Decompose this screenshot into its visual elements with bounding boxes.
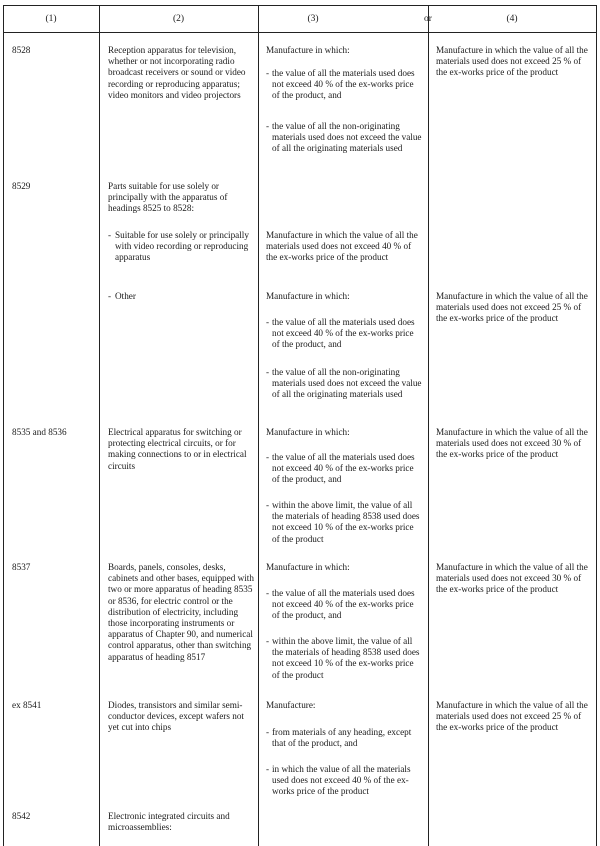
rule-condition: the value of all the materials used does not exceed 40 % of the ex-works price of the product, and — [272, 317, 415, 350]
product-description: Electronic integrated circuits and microassemblies: — [108, 811, 230, 833]
col-divider-1 — [99, 5, 100, 846]
alternative-rule: Manufacture in which the value of all the materials used does not exceed 25 % of the ex-works price of the product — [436, 291, 588, 324]
rule-condition: in which the value of all the materials used does not exceed 40 % of the ex-works price of the product — [272, 764, 411, 797]
product-description: Electrical apparatus for switching or protecting electrical circuits, or for making connections to or in electrical circuits — [108, 427, 247, 471]
rule-condition: the value of all the materials used does not exceed 40 % of the ex-works price of the product, and — [272, 68, 415, 101]
bullet-dash: - — [108, 291, 112, 301]
bullet-dash: - — [266, 317, 270, 327]
col-divider-3 — [428, 5, 429, 846]
table-top-border — [3, 5, 596, 6]
product-description: Other — [115, 291, 136, 301]
bullet-dash: - — [266, 121, 270, 131]
alternative-rule: Manufacture in which the value of all the materials used does not exceed 25 % of the ex-works price of the product — [436, 45, 588, 78]
bullet-dash: - — [108, 230, 112, 240]
col-header-2: (2) — [172, 14, 185, 24]
heading-code: 8528 — [12, 45, 31, 55]
alternative-rule: Manufacture in which the value of all the materials used does not exceed 30 % of the ex-works price of the product — [436, 562, 588, 595]
col-divider-2 — [258, 5, 259, 846]
table-left-border — [3, 5, 4, 846]
heading-code: 8535 and 8536 — [12, 427, 67, 437]
alternative-rule: Manufacture in which the value of all the materials used does not exceed 30 % of the ex-works price of the product — [436, 427, 588, 460]
product-description: Diodes, transistors and similar semi-conductor devices, except wafers not yet cut into chips — [108, 700, 244, 733]
col-header-or: or — [424, 14, 432, 24]
rule-condition: within the above limit, the value of all the materials of heading 8538 used does not exceed 10 % of the ex-works price of the product — [272, 500, 420, 544]
bullet-dash: - — [266, 500, 270, 510]
bullet-dash: - — [266, 636, 270, 646]
heading-code: 8529 — [12, 181, 31, 191]
rule-intro: Manufacture in which: — [266, 427, 350, 437]
rule-condition: from materials of any heading, except that of the product, and — [272, 727, 412, 749]
bullet-dash: - — [266, 452, 270, 462]
heading-code: 8537 — [12, 562, 31, 572]
rule-condition: the value of all the non-originating materials used does not exceed the value of all the originating materials used — [272, 121, 422, 154]
rule-condition: the value of all the materials used does not exceed 40 % of the ex-works price of the product, and — [272, 588, 415, 621]
bullet-dash: - — [266, 764, 270, 774]
bullet-dash: - — [266, 727, 270, 737]
rule-condition: within the above limit, the value of all the materials of heading 8538 used does not exceed 10 % of the ex-works price of the product — [272, 636, 420, 680]
rule-condition: the value of all the non-originating materials used does not exceed the value of all the originating materials used — [272, 367, 422, 400]
rule-intro: Manufacture in which: — [266, 562, 350, 572]
col-header-4: (4) — [506, 14, 518, 24]
product-description: Parts suitable for use solely or principally with the apparatus of headings 8525 to 8528: — [108, 181, 228, 214]
product-description: Suitable for use solely or principally with video recording or reproducing apparatus — [115, 230, 249, 263]
bullet-dash: - — [266, 367, 270, 377]
heading-code: ex 8541 — [12, 700, 42, 710]
header-bottom-border — [3, 32, 596, 33]
rule-condition: the value of all the materials used does not exceed 40 % of the ex-works price of the product, and — [272, 452, 415, 485]
product-description: Boards, panels, consoles, desks, cabinets and other bases, equipped with two or more apparatus of heading 8535 or 8536, for electric control or the distribution of electricity, including those incorporating instruments or apparatus of Chapter 90, and numerical control apparatus, other than switching apparatus of heading 8517 — [108, 562, 254, 662]
rule-intro: Manufacture: — [266, 700, 316, 710]
rule-text: Manufacture in which the value of all the materials used does not exceed 40 % of the ex-works price of the product — [266, 230, 418, 263]
heading-code: 8542 — [12, 811, 31, 821]
col-header-1: (1) — [45, 14, 57, 24]
bullet-dash: - — [266, 68, 270, 78]
bullet-dash: - — [266, 588, 270, 598]
col-header-3: (3) — [307, 14, 319, 24]
product-description: Reception apparatus for television, whether or not incorporating radio broadcast receivers or sound or video recording or reproducing apparatus; video monitors and video projectors — [108, 45, 246, 100]
rule-intro: Manufacture in which: — [266, 45, 350, 55]
rule-intro: Manufacture in which: — [266, 291, 350, 301]
table-right-border — [596, 5, 597, 846]
alternative-rule: Manufacture in which the value of all the materials used does not exceed 25 % of the ex-works price of the product — [436, 700, 588, 733]
